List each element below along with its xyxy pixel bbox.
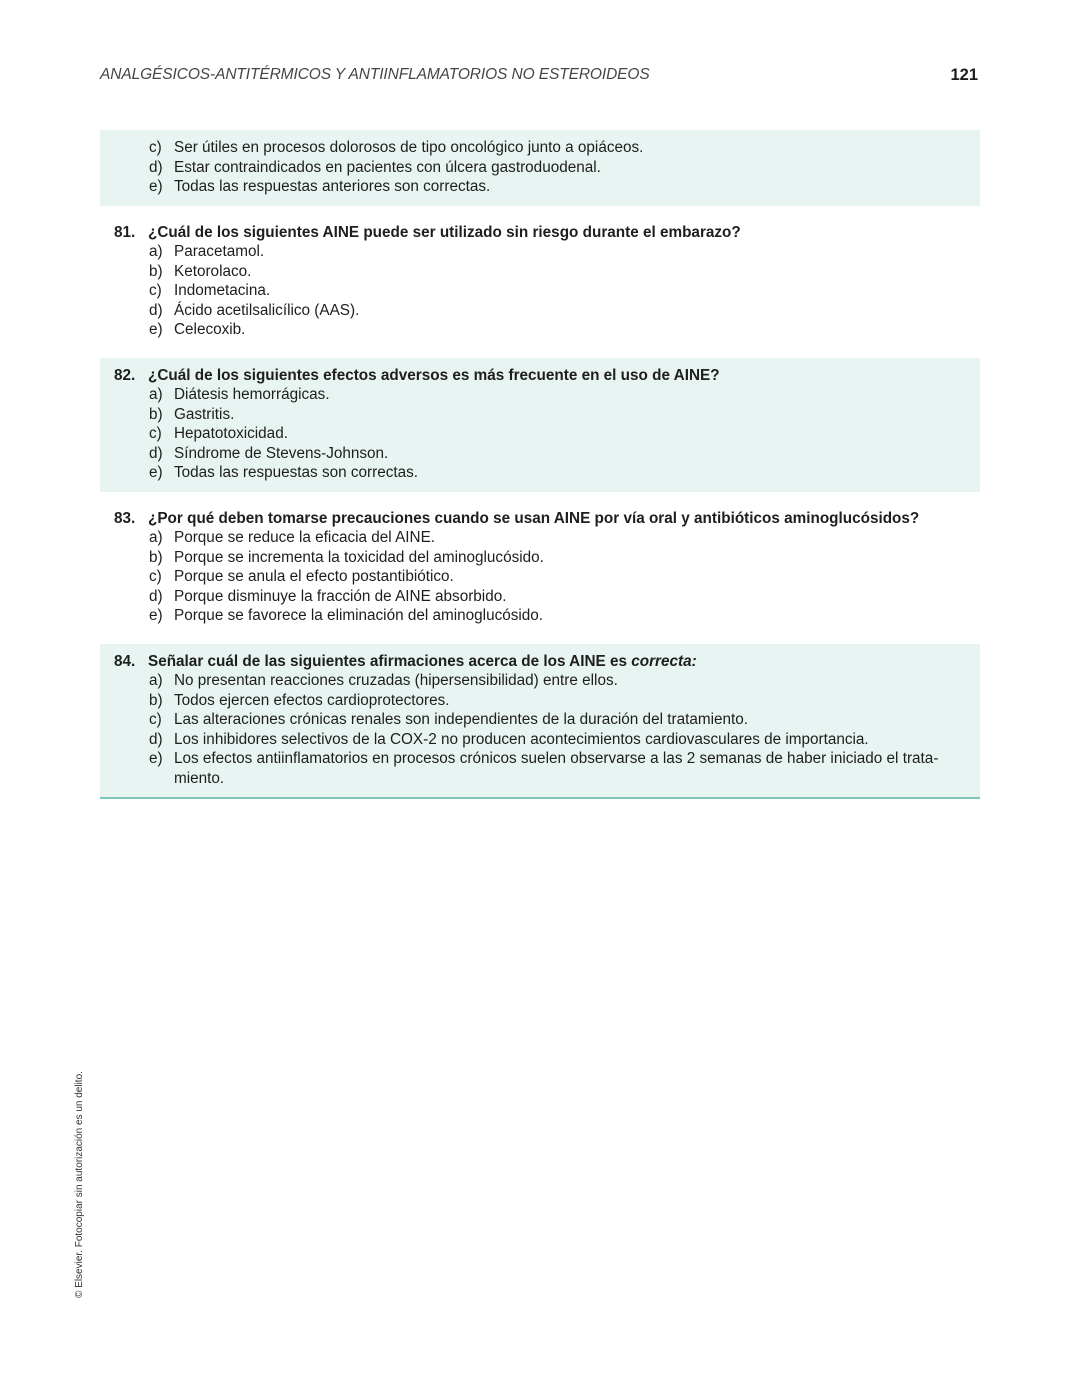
option <box>100 730 980 750</box>
option-text: Estar contraindicados en pacientes con úlcera gastroduodenal. <box>174 158 601 176</box>
option <box>100 281 980 301</box>
option-text: Porque se incrementa la toxicidad del aminoglucósido. <box>174 548 544 566</box>
option-text: Todos ejercen efectos cardioprotectores. <box>174 691 450 709</box>
option-text: Ácido acetilsalicílico (AAS). <box>174 301 360 319</box>
option-letter: c) <box>149 568 162 585</box>
option-text: Gastritis. <box>174 405 235 423</box>
option-text: Porque se reduce la eficacia del AINE. <box>174 529 436 546</box>
option-text: Síndrome de Stevens-Johnson. <box>174 444 389 462</box>
option-text: Paracetamol. <box>174 243 265 260</box>
option <box>100 691 980 711</box>
option-letter: d) <box>149 730 163 748</box>
option <box>100 567 980 587</box>
running-header-title: ANALGÉSICOS-ANTITÉRMICOS Y ANTIINFLAMATORIOS NO ESTEROIDEOS <box>100 66 650 83</box>
question-number: 82. <box>114 366 136 384</box>
option <box>100 749 980 788</box>
option <box>100 405 980 425</box>
question-block-82 <box>100 358 980 492</box>
option-letter: b) <box>149 262 163 280</box>
option <box>100 242 980 262</box>
option <box>100 671 980 691</box>
option-letter: d) <box>149 301 163 319</box>
option <box>100 320 980 340</box>
question-block-81 <box>100 215 980 349</box>
option <box>100 385 980 405</box>
option-letter: a) <box>149 672 163 689</box>
question-stem <box>100 366 980 386</box>
option-letter: b) <box>149 405 163 423</box>
option-text: No presentan reacciones cruzadas (hipersensibilidad) entre ellos. <box>174 672 618 689</box>
option-letter: a) <box>149 243 163 260</box>
option-text: Porque se favorece la eliminación del aminoglucósido. <box>174 607 544 624</box>
continued-question-block <box>100 130 980 206</box>
option-letter: e) <box>149 750 163 767</box>
option-letter: e) <box>149 464 163 481</box>
option <box>100 158 980 178</box>
option-letter: c) <box>149 282 162 299</box>
option-letter: a) <box>149 529 163 546</box>
option <box>100 710 980 730</box>
option <box>100 606 980 626</box>
option-text: Ketorolaco. <box>174 262 252 280</box>
question-number: 83. <box>114 509 136 527</box>
option <box>100 587 980 607</box>
question-stem <box>100 652 980 672</box>
option-letter: c) <box>149 711 162 728</box>
option-text: Los efectos antiinflamatorios en procesos crónicos suelen observarse a las 2 semanas de haber iniciado el trata-miento. <box>174 750 939 787</box>
page-number: 121 <box>950 66 978 84</box>
option-letter: d) <box>149 587 163 605</box>
option <box>100 262 980 282</box>
option-letter: a) <box>149 386 163 403</box>
option-text: Porque disminuye la fracción de AINE absorbido. <box>174 587 507 605</box>
option-letter: b) <box>149 691 163 709</box>
running-header <box>100 66 980 92</box>
question-content <box>100 130 980 799</box>
option-text: Las alteraciones crónicas renales son independientes de la duración del tratamiento. <box>174 711 748 728</box>
option <box>100 177 980 197</box>
option <box>100 528 980 548</box>
option <box>100 548 980 568</box>
copyright-side-note: © Elsevier. Fotocopiar sin autorización es un delito. <box>74 1071 85 1298</box>
option-letter: e) <box>149 178 163 195</box>
option-letter: d) <box>149 158 163 176</box>
option <box>100 301 980 321</box>
option <box>100 463 980 483</box>
option-letter: c) <box>149 425 162 442</box>
question-block-84 <box>100 644 980 800</box>
option-text: Celecoxib. <box>174 321 246 338</box>
question-text: ¿Cuál de los siguientes efectos adversos es más frecuente en el uso de AINE? <box>148 366 720 384</box>
question-stem <box>100 223 980 243</box>
option-text: Indometacina. <box>174 282 271 299</box>
option-text: Todas las respuestas son correctas. <box>174 464 419 481</box>
option-letter: e) <box>149 607 163 624</box>
option-letter: b) <box>149 548 163 566</box>
question-text: ¿Cuál de los siguientes AINE puede ser utilizado sin riesgo durante el embarazo? <box>148 223 741 241</box>
question-text: Señalar cuál de las siguientes afirmaciones acerca de los AINE es <box>148 652 627 670</box>
option <box>100 424 980 444</box>
question-block-83 <box>100 501 980 635</box>
option-letter: d) <box>149 444 163 462</box>
question-text-emphasis: correcta: <box>631 652 697 670</box>
option <box>100 444 980 464</box>
option-text: Todas las respuestas anteriores son correctas. <box>174 178 491 195</box>
question-number: 81. <box>114 223 136 241</box>
option-letter: e) <box>149 321 163 338</box>
option-letter: c) <box>149 139 162 156</box>
option-text: Porque se anula el efecto postantibiótico. <box>174 568 454 585</box>
option-text: Ser útiles en procesos dolorosos de tipo oncológico junto a opiáceos. <box>174 139 644 156</box>
question-number: 84. <box>114 652 136 670</box>
option-text: Los inhibidores selectivos de la COX-2 no producen acontecimientos cardiovasculares de importancia. <box>174 730 869 748</box>
option-text: Hepatotoxicidad. <box>174 425 288 442</box>
question-stem <box>100 509 980 529</box>
option-text: Diátesis hemorrágicas. <box>174 386 330 403</box>
option <box>100 138 980 158</box>
question-text: ¿Por qué deben tomarse precauciones cuando se usan AINE por vía oral y antibióticos aminoglucósidos? <box>148 509 920 527</box>
